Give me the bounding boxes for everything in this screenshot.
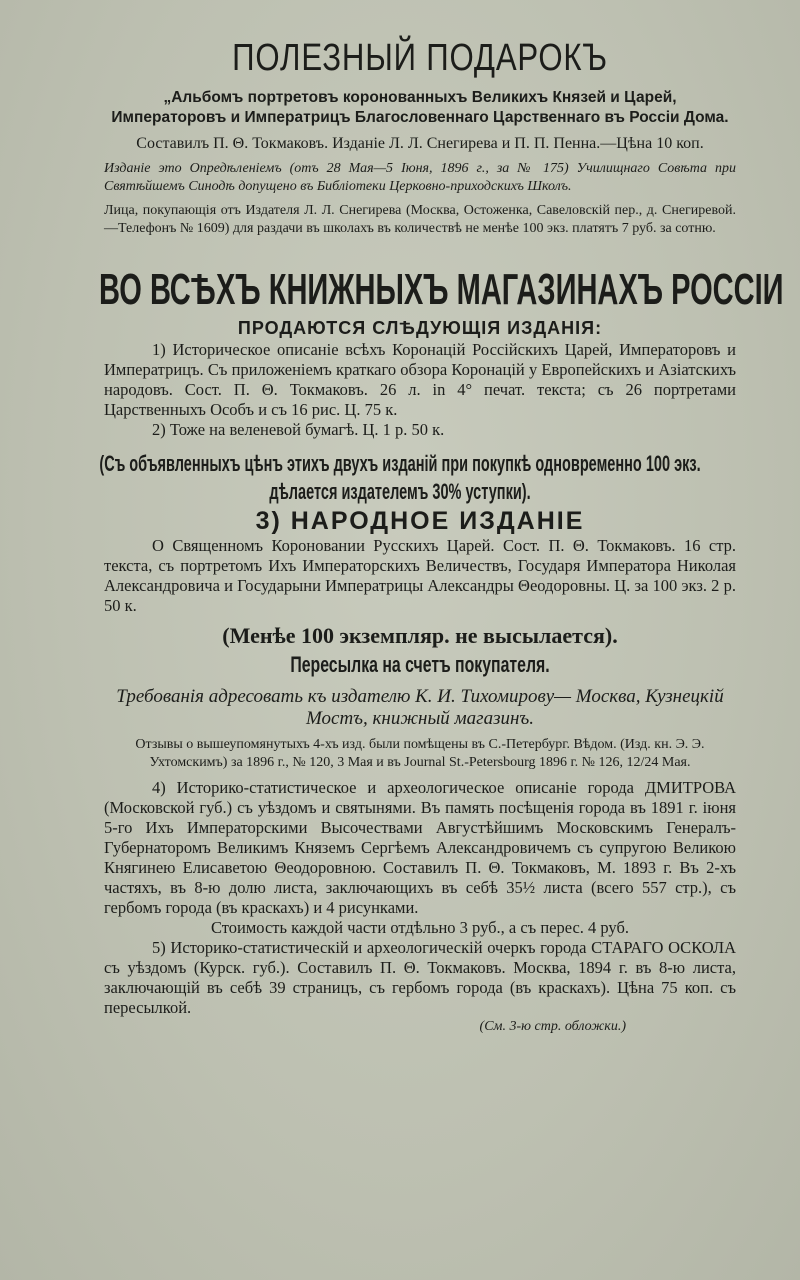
buyers-note: Лица, покупающія отъ Издателя Л. Л. Снегирева (Москва, Остоженка, Савеловскій пер., д. Снегиревой.—Телефонъ № 1609) для раздачи въ школахъ въ количествѣ не менѣе 100 экз. платятъ 7 руб. за сотню. <box>104 203 736 236</box>
shipping-note: Пересылка на счетъ покупателя. <box>290 652 550 677</box>
compiler-line: Составилъ П. Θ. Токмаковъ. Изданіе Л. Л. Снегирева и П. П. Пенна.—Цѣна 10 коп. <box>136 135 704 152</box>
list-item-dmitrov: 4) Историко-статистическое и археологическое описаніе города ДМИТРОВА (Московской губ.) съ уѣздомъ и святынями. Въ память посѣщенія города въ 1891 г. іюня 5-го Ихъ Императорскими Высочествами Августѣйшимъ Московскимъ Генералъ-Губернаторомъ Великимъ Княземъ Сергѣемъ Александровичемъ съ супругою Великою Княгинею Елисаветою Θеодоровною. Составилъ П. Θ. Токмаковъ, М. 1893 г. Въ 2-хъ частяхъ, въ 8-ю долю листа, заключающихъ въ себѣ 35½ листа (всего 557 стр.), съ гербомъ города (въ краскахъ) и 4 рисунками. <box>104 778 736 917</box>
dmitrov-price: Стоимость каждой части отдѣльно 3 руб., а съ перес. 4 руб. <box>210 918 629 937</box>
folk-edition-body: О Священномъ Короновании Русскихъ Царей. Сост. П. Θ. Токмаковъ. 16 стр. текста, съ портретомъ Ихъ Императорскихъ Величествъ, Государя Императора Николая Александровича и Государыни Императрицы Александры Θеодоровны. Ц. за 100 экз. 2 р. 50 к. <box>104 536 736 615</box>
folk-edition-title: 3) НАРОДНОЕ ИЗДАНІЕ <box>255 507 585 535</box>
list-item-coronations: 1) Историческое описаніе всѣхъ Коронацій Россійскихъ Царей, Императоровъ и Императрицъ. Съ приложеніемъ краткаго обзора Коронацій у Европейскихъ и Азіатскихъ народовъ. Сост. П. Θ. Токмаковъ. 26 л. in 4° печат. текста; съ 26 портретами Царственныхъ Особъ и съ 16 рис. Ц. 75 к. <box>104 340 736 419</box>
list-item-vellum: 2) Тоже на веленевой бумагѣ. Ц. 1 р. 50 к. <box>152 420 445 439</box>
discount-note-line2: дѣлается издателемъ 30% уступки). <box>269 479 531 504</box>
discount-note-line1: (Съ объявленныхъ цѣнъ этихъ двухъ изданій при покупкѣ одновременно 100 экз. <box>99 451 701 476</box>
stores-subheading: ПРОДАЮТСЯ СЛѢДУЮЩІЯ ИЗДАНІЯ: <box>237 318 603 338</box>
page-title: ПОЛЕЗНЫЙ ПОДАРОКЪ <box>232 37 608 79</box>
approval-note: Изданіе это Опредѣленіемъ (отъ 28 Мая—5 Іюня, 1896 г., за № 175) Училищнаго Совѣта при Святѣйшемъ Синодѣ допущено въ Библіотеки Церковно-приходскихъ Школъ. <box>104 161 736 194</box>
reviews-note: Отзывы о вышеупомянутыхъ 4-хъ изд. были помѣщены въ С.-Петербург. Вѣдом. (Изд. кн. Э. Э. Ухтомскимъ) за 1896 г., № 120, 3 Мая и въ Journal St.-Petersbourg 1896 г. № 126, 12/24 Мая. <box>135 737 705 770</box>
requests-address: Требованія адресовать къ издателю К. И. Тихомирову— Москва, Кузнецкій Мостъ, книжный магазинъ. <box>116 686 724 729</box>
minimum-order-note: (Менѣе 100 экземпляр. не высылается). <box>222 623 618 648</box>
album-title: „Альбомъ портретовъ коронованныхъ Великихъ Князей и Царей, Императоровъ и Императрицъ Благословеннаго Царственнаго въ Россіи Дома. <box>111 89 729 126</box>
list-item-stary-oskol: 5) Историко-статистическій и археологическій очеркъ города СТАРАГО ОСКОЛА съ уѣздомъ (Курск. губ.). Составилъ П. Θ. Токмаковъ. Москва, 1894 г. въ 8-ю листа, заключающій въ себѣ 39 страницъ, съ гербомъ города (въ краскахъ). Цѣна 75 коп. съ пересылкой. <box>104 938 736 1017</box>
see-cover-note: (См. 3-ю стр. обложки.) <box>479 1019 626 1034</box>
stores-heading: ВО ВСѢХЪ КНИЖНЫХЪ МАГАЗИНАХЪ РОССІИ <box>99 265 784 314</box>
